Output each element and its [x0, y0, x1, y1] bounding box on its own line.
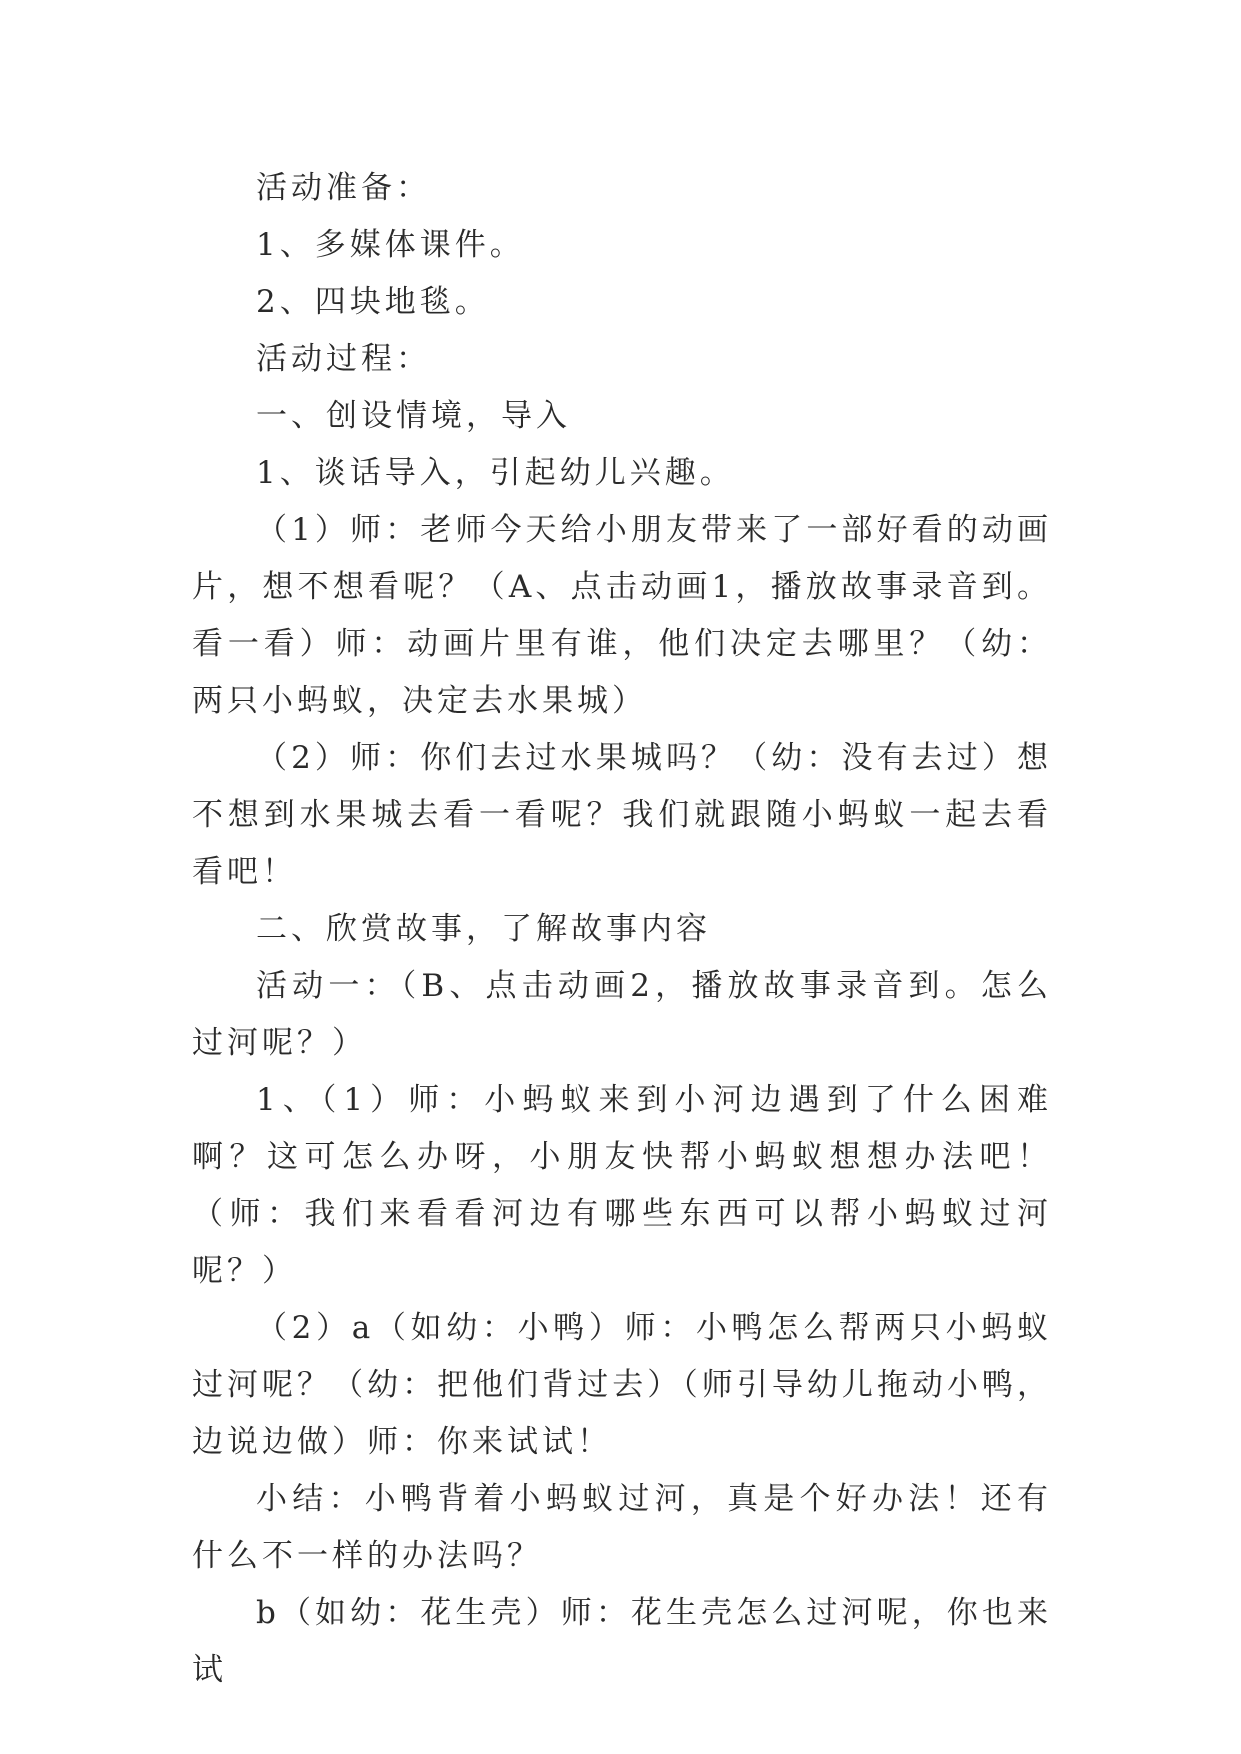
paragraph-section-2-heading: 二、欣赏故事，了解故事内容 — [256, 911, 711, 947]
paragraph-section-1-item-1: 1、谈话导入，引起幼儿兴趣。 — [256, 455, 735, 491]
paragraph-prep-item-2: 2、四块地毯。 — [256, 284, 490, 320]
paragraph-section-1-sub-2: （2）师：你们去过水果城吗？（幼：没有去过）想不想到水果城去看一看呢？我们就跟随小蚂蚁一起去看看吧！ — [192, 740, 1052, 890]
paragraph-prep-item-1: 1、多媒体课件。 — [256, 227, 525, 263]
paragraph-section-1-heading: 一、创设情境，导入 — [256, 398, 571, 434]
paragraph-activity-1: 活动一：（B、点击动画2，播放故事录音到。怎么过河呢？） — [192, 968, 1052, 1061]
paragraph-section-1-sub-1: （1）师：老师今天给小朋友带来了一部好看的动画片，想不想看呢？（A、点击动画1，播放故事录音到。看一看）师：动画片里有谁，他们决定去哪里？（幼：两只小蚂蚁，决定去水果城） — [192, 512, 1052, 719]
document-body — [192, 160, 1052, 1699]
paragraph-summary: 小结：小鸭背着小蚂蚁过河，真是个好办法！还有什么不一样的办法吗？ — [192, 1481, 1052, 1574]
paragraph-option-b: b（如幼：花生壳）师：花生壳怎么过河呢，你也来试 — [192, 1595, 1052, 1688]
paragraph-preparation-heading: 活动准备： — [256, 170, 431, 206]
paragraph-process-heading: 活动过程： — [256, 341, 431, 377]
paragraph-activity-1-item-1: 1、（1）师：小蚂蚁来到小河边遇到了什么困难啊？这可怎么办呀，小朋友快帮小蚂蚁想想办法吧！（师：我们来看看河边有哪些东西可以帮小蚂蚁过河呢？） — [192, 1082, 1052, 1289]
paragraph-activity-1-item-2: （2）a（如幼：小鸭）师：小鸭怎么帮两只小蚂蚁过河呢？（幼：把他们背过去）（师引导幼儿拖动小鸭，边说边做）师：你来试试！ — [192, 1310, 1052, 1460]
